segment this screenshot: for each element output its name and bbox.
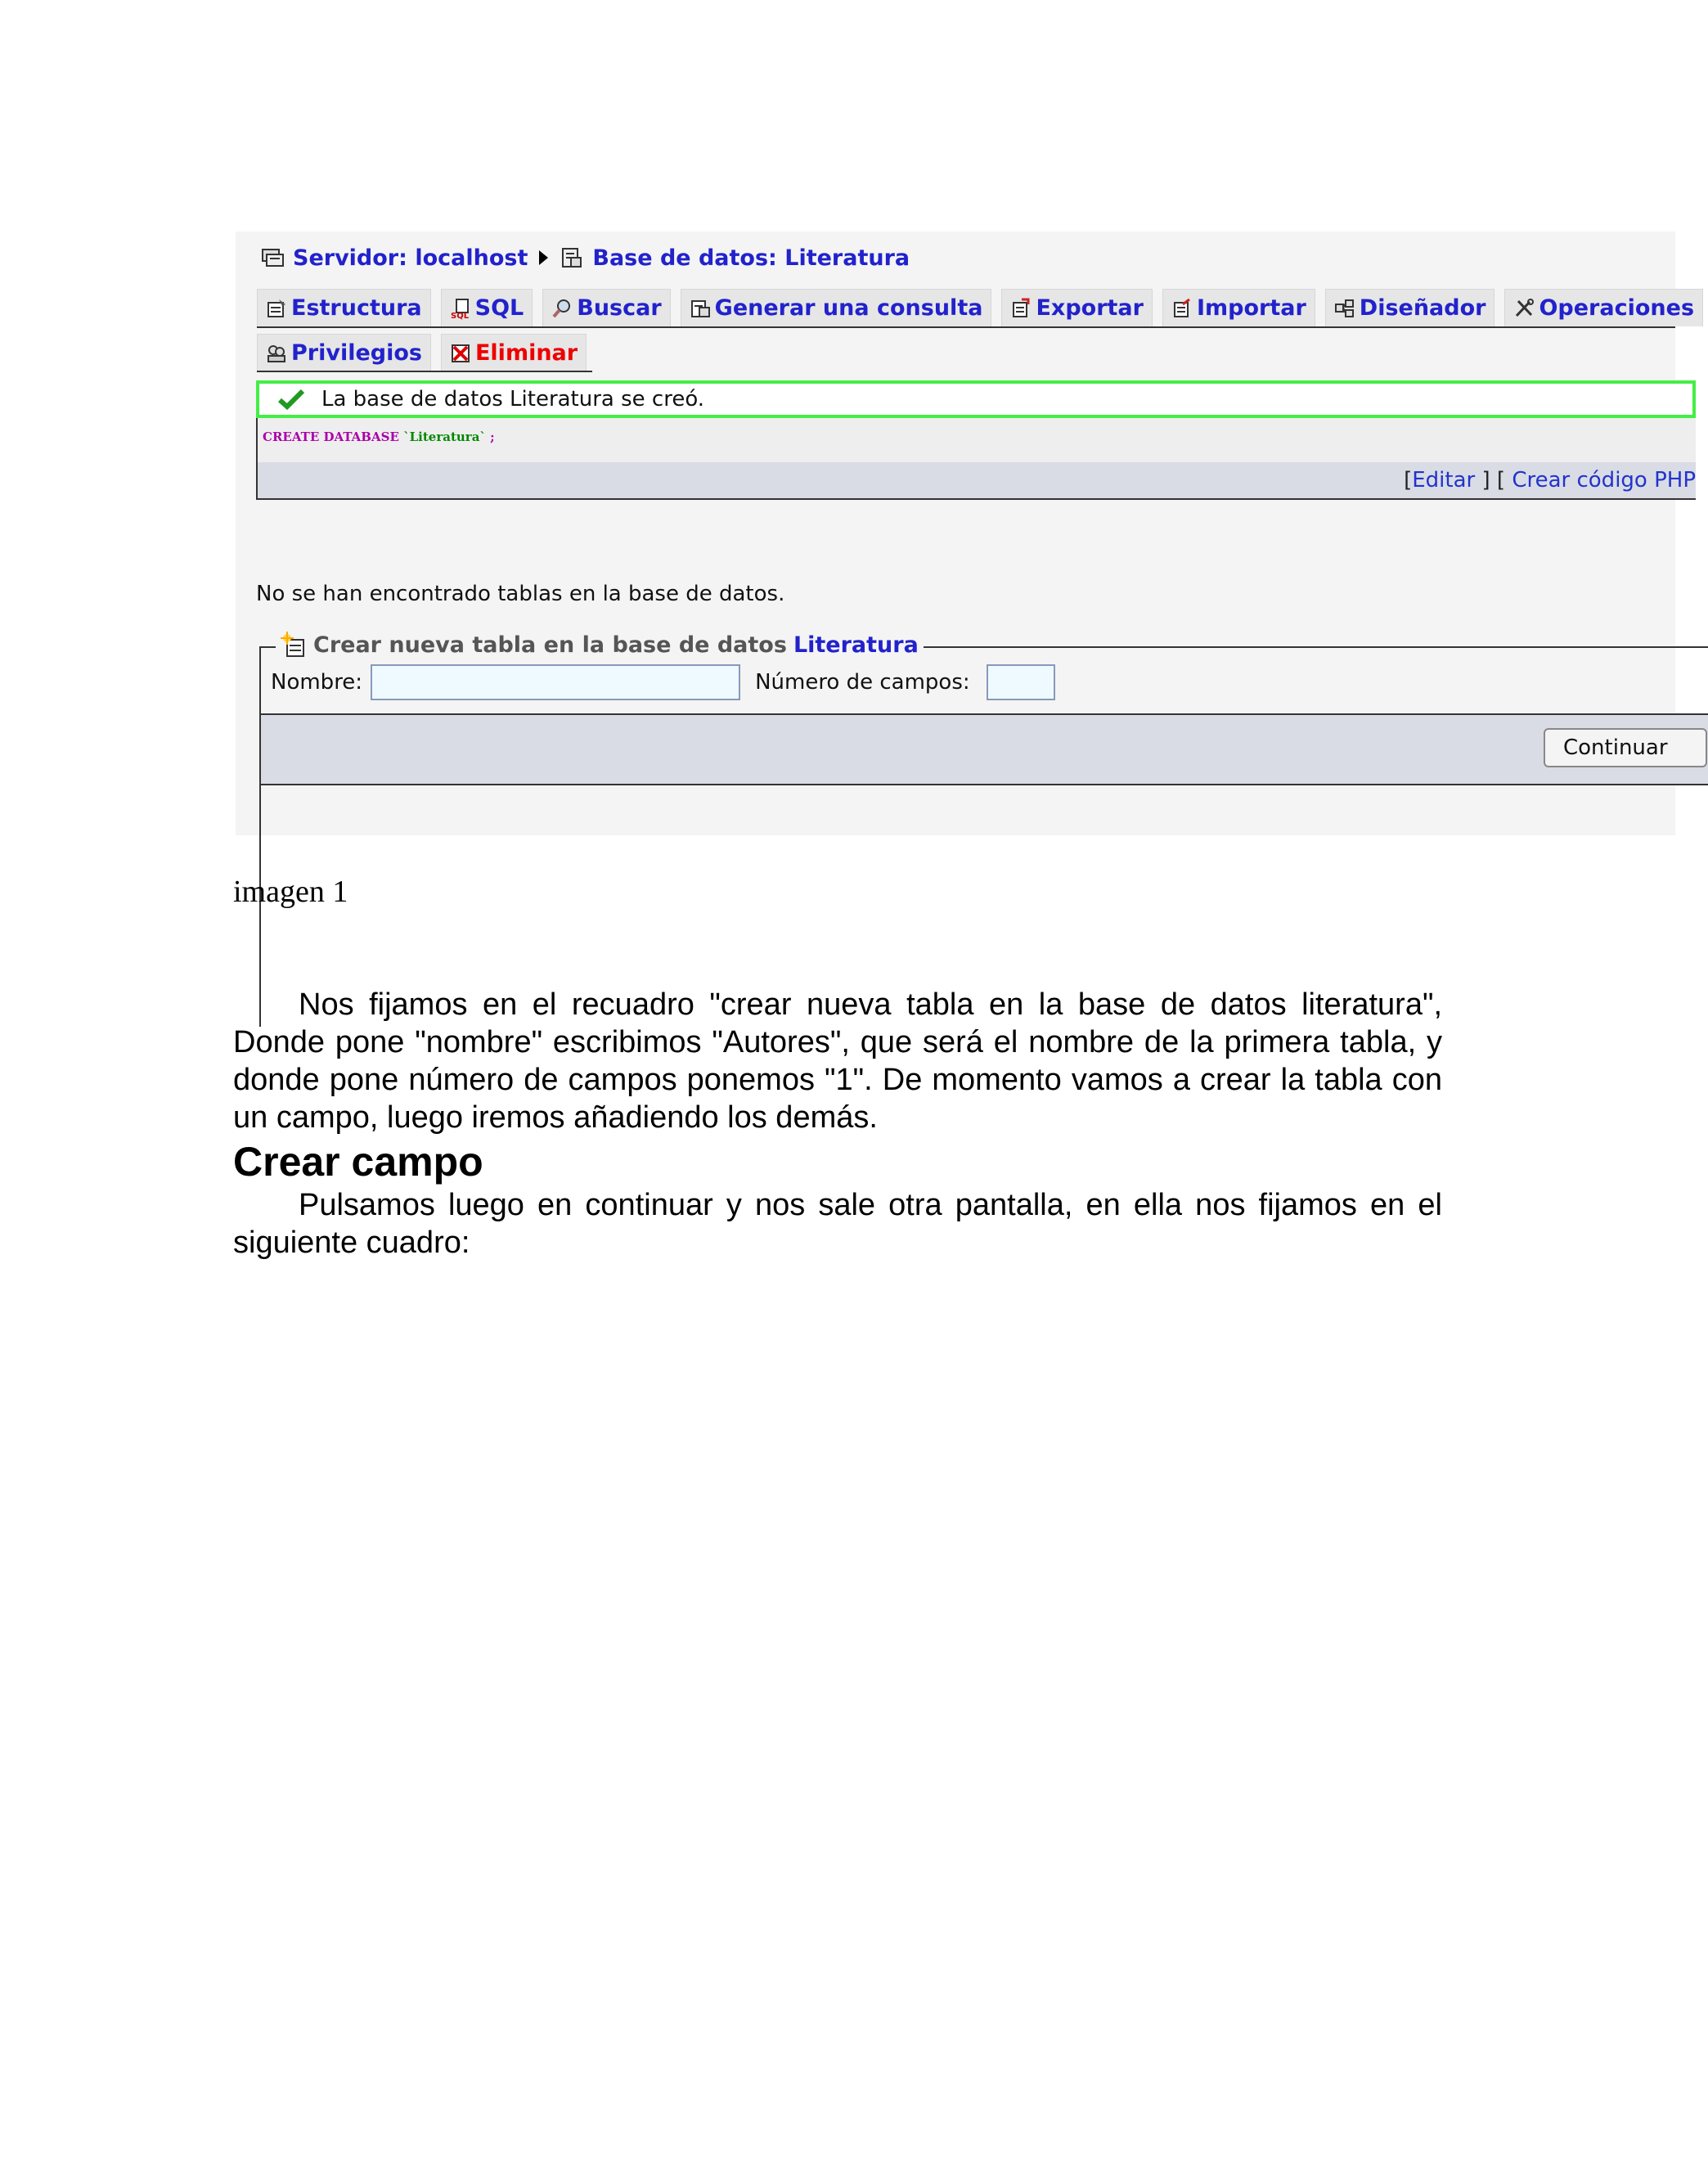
paragraph-1: Nos fijamos en el recuadro "crear nueva tabla en la base de datos literatura", Donde pone "nombre" escribimos "Autores", que será el nombre de la primera tabla, y donde pone número de campos ponemos "1". De momento vamos a crear la tabla con un campo, luego iremos añadiendo los demás. (233, 987, 1442, 1135)
sql-keyword: DATABASE (323, 430, 399, 444)
arrow-right-icon (539, 250, 548, 265)
query-icon (690, 298, 711, 319)
tab-label: Estructura (291, 295, 422, 321)
breadcrumb-server[interactable]: Servidor: localhost (293, 245, 528, 271)
import-icon (1171, 298, 1193, 319)
tab-bar (257, 289, 1703, 326)
create-php-link[interactable]: Crear código PHP (1512, 468, 1696, 493)
tab-designer[interactable] (1325, 289, 1495, 326)
create-table-fieldset (259, 632, 1675, 1027)
tab-import[interactable] (1162, 289, 1315, 326)
field-count-input[interactable] (987, 664, 1055, 700)
tab-query[interactable] (681, 289, 992, 326)
database-icon (560, 246, 584, 269)
tab-structure[interactable] (257, 289, 431, 326)
export-icon (1010, 298, 1032, 319)
legend-database: Literatura (793, 632, 919, 658)
tab-label: Importar (1196, 295, 1306, 321)
success-text: La base de datos Literatura se creó. (321, 387, 705, 412)
checkmark-icon (277, 389, 305, 410)
fieldset-legend (276, 632, 924, 658)
structure-icon (266, 298, 287, 319)
sql-terminator: ; (490, 430, 495, 444)
bracket-separator: ] [ (1475, 468, 1512, 493)
legend-text: Crear nueva tabla en la base de datos (313, 632, 787, 658)
new-table-icon (281, 632, 307, 658)
tab-label: Privilegios (291, 340, 422, 366)
success-message (256, 380, 1696, 418)
edit-link[interactable]: Editar (1412, 468, 1476, 493)
create-table-footer (259, 713, 1708, 785)
sql-query-box (256, 418, 1696, 500)
paragraph-2: Pulsamos luego en continuar y nos sale otra pantalla, en ella nos fijamos en el siguiente cuadro: (233, 1188, 1442, 1260)
name-label: Nombre: (271, 670, 363, 695)
tab-sql[interactable] (441, 289, 533, 326)
tab-label: Eliminar (474, 340, 578, 366)
svg-text:SQL: SQL (450, 311, 469, 321)
tab-label: Buscar (577, 295, 662, 321)
tab-export[interactable] (1001, 289, 1153, 326)
sql-string: `Literatura` (403, 430, 486, 444)
create-table-form-row (271, 664, 1055, 700)
bracket-open: [ (1404, 468, 1413, 493)
fieldset-border (259, 646, 1708, 1027)
tab-operations[interactable] (1504, 289, 1703, 326)
sql-icon (450, 298, 471, 319)
tab-label: Operaciones (1539, 295, 1695, 321)
tab-label: SQL (474, 295, 524, 321)
tab-divider (257, 326, 1675, 328)
breadcrumb (260, 243, 910, 272)
designer-icon (1334, 298, 1355, 319)
drop-icon (450, 343, 471, 364)
privileges-icon (266, 343, 287, 364)
breadcrumb-database[interactable]: Base de datos: Literatura (592, 245, 910, 271)
tab-label: Diseñador (1359, 295, 1486, 321)
tab-divider-secondary (257, 371, 592, 372)
section-heading: Crear campo (233, 1139, 483, 1185)
no-tables-message: No se han encontrado tablas en la base de datos. (256, 582, 785, 606)
sql-query (263, 430, 495, 444)
operations-icon (1513, 298, 1535, 319)
server-icon (260, 246, 285, 269)
tab-bar-secondary (257, 334, 587, 371)
tab-privileges[interactable] (257, 334, 431, 371)
search-icon (551, 298, 573, 319)
tab-label: Exportar (1036, 295, 1144, 321)
sql-footer (258, 462, 1696, 498)
tab-search[interactable] (542, 289, 670, 326)
table-name-input[interactable] (371, 664, 740, 700)
image-caption: imagen 1 (233, 875, 348, 909)
tab-drop[interactable] (441, 334, 587, 371)
continue-button[interactable]: Continuar (1544, 728, 1707, 767)
phpmyadmin-screenshot (236, 232, 1696, 835)
fields-label: Número de campos: (755, 670, 970, 695)
tab-label: Generar una consulta (714, 295, 983, 321)
sql-keyword: CREATE (263, 430, 320, 444)
